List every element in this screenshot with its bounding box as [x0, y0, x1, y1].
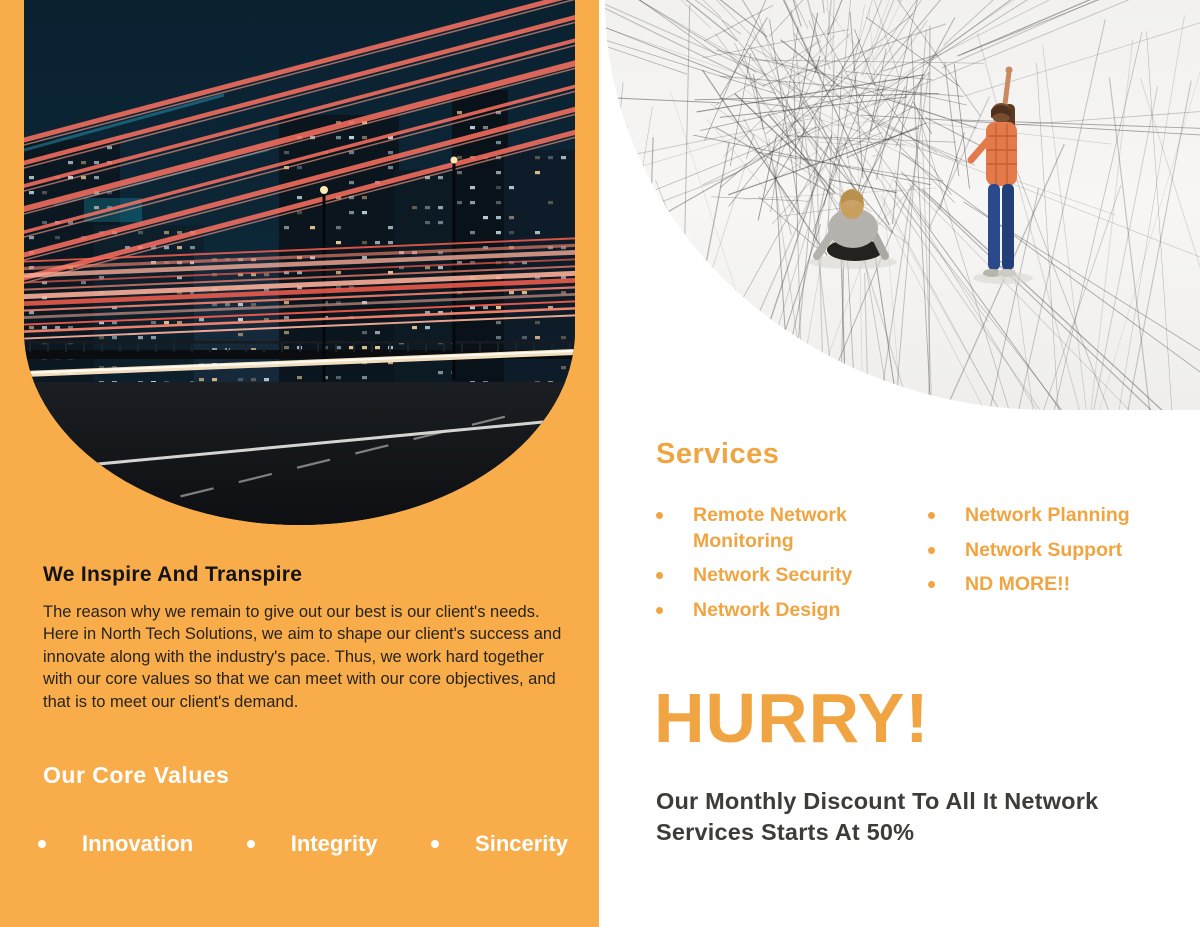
core-values-heading: Our Core Values	[43, 762, 230, 788]
right-panel	[599, 0, 1200, 927]
hurry-headline: HURRY!	[654, 679, 930, 757]
bullet-dot-icon	[247, 840, 255, 848]
core-values-list	[38, 831, 568, 857]
bullet-dot-icon	[431, 840, 439, 848]
services-column-1	[656, 503, 928, 633]
services-column-2	[928, 503, 1176, 633]
service-label: Network Support	[965, 538, 1123, 561]
discount-subheadline: Our Monthly Discount To All It Network Services Starts At 50%	[656, 788, 1099, 846]
city-night-illustration	[24, 0, 575, 525]
service-label: ND MORE!!	[965, 573, 1071, 596]
bullet-dot-icon	[928, 547, 935, 554]
bullet-dot-icon	[656, 607, 663, 614]
service-item	[656, 598, 928, 624]
bullet-dot-icon	[38, 840, 46, 848]
service-item	[928, 572, 1176, 598]
value-label: Sincerity	[475, 831, 568, 856]
service-label: Network Security	[693, 564, 853, 587]
value-item	[431, 831, 568, 857]
network-installation-photo	[605, 0, 1200, 410]
value-label: Integrity	[290, 831, 378, 856]
inspire-paragraph: The reason why we remain to give out our best is our client's needs. Here in North Tech Solutions, we aim to shape our client's success and innovate along with the industry's pace. Thus, we work hard together with our core values so that we can meet with our core objectives, and that is to meet our client's demand.	[43, 603, 562, 711]
service-item	[928, 503, 1176, 529]
service-label: Remote Network Monitoring	[693, 504, 847, 552]
service-label: Network Planning	[965, 504, 1130, 526]
city-night-photo	[24, 0, 575, 525]
string-network-illustration	[605, 0, 1200, 410]
service-item	[656, 503, 928, 554]
bullet-dot-icon	[928, 512, 935, 519]
value-label: Innovation	[82, 831, 194, 856]
services-lists	[656, 503, 1176, 633]
service-item	[928, 538, 1176, 564]
service-label: Network Design	[693, 599, 841, 622]
left-panel	[0, 0, 599, 927]
bullet-dot-icon	[928, 581, 935, 588]
value-item	[38, 831, 193, 857]
bullet-dot-icon	[656, 572, 663, 579]
bullet-dot-icon	[656, 512, 663, 519]
inspire-heading: We Inspire And Transpire	[43, 563, 303, 586]
value-item	[247, 831, 378, 857]
service-item	[656, 563, 928, 589]
services-heading: Services	[656, 438, 780, 470]
